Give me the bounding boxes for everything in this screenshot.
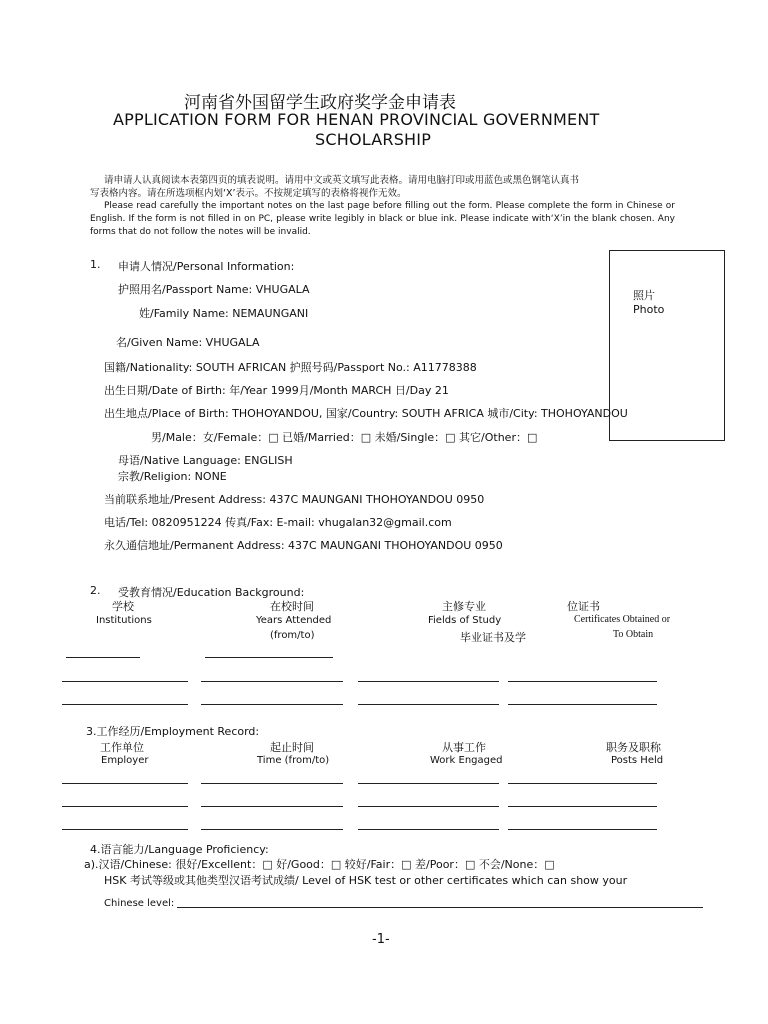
notes-chinese-line2: 写表格内容。请在所选项框内划‘X’表示。不按规定填写的表格将视作无效。	[90, 188, 407, 199]
section2-number: 2.	[90, 584, 101, 597]
emp-blank-line[interactable]	[201, 806, 343, 807]
hsk-instruction: HSK 考试等级或其他类型汉语考试成绩/ Level of HSK test or other certificates which can show your	[104, 874, 628, 887]
edu-col2-en: Years Attended	[256, 615, 332, 626]
edu-col4-en2: To Obtain	[613, 629, 654, 640]
emp-col3-en: Work Engaged	[430, 755, 503, 766]
edu-col1-en: Institutions	[96, 615, 152, 626]
section1-heading: 申请人情况/Personal Information:	[118, 260, 295, 273]
section2-heading: 受教育情况/Education Background:	[118, 586, 305, 599]
edu-col2-en2: (from/to)	[270, 630, 315, 641]
edu-blank-line[interactable]	[358, 704, 499, 705]
tel-fax-email-field[interactable]: 电话/Tel: 0820951224 传真/Fax: E-mail: vhugalan32@gmail.com	[104, 516, 452, 529]
place-of-birth-field[interactable]: 出生地点/Place of Birth: THOHOYANDOU, 国家/Country: SOUTH AFRICA 城市/City: THOHOYANDOU	[104, 407, 628, 420]
present-address-field[interactable]: 当前联系地址/Present Address: 437C MAUNGANI THOHOYANDOU 0950	[104, 493, 485, 506]
emp-blank-line[interactable]	[201, 783, 343, 784]
religion-field[interactable]: 宗教/Religion: NONE	[118, 470, 227, 483]
edu-blank-line[interactable]	[508, 681, 657, 682]
emp-blank-line[interactable]	[62, 829, 188, 830]
edu-blank-line[interactable]	[508, 704, 657, 705]
emp-col2-en: Time (from/to)	[257, 755, 330, 766]
emp-blank-line[interactable]	[508, 806, 657, 807]
edu-col1-cn: 学校	[112, 600, 134, 613]
title-english-line2: SCHOLARSHIP	[315, 130, 432, 149]
page-number: -1-	[372, 932, 390, 947]
emp-col2-cn: 起止时间	[270, 741, 314, 754]
emp-col1-en: Employer	[101, 755, 149, 766]
edu-col3-cn2: 毕业证书及学	[460, 631, 526, 644]
edu-blank-line[interactable]	[62, 681, 188, 682]
photo-label-en: Photo	[633, 303, 665, 316]
emp-col4-cn: 职务及职称	[606, 741, 661, 754]
emp-col4-en: Posts Held	[611, 755, 664, 766]
permanent-address-field[interactable]: 永久通信地址/Permanent Address: 437C MAUNGANI THOHOYANDOU 0950	[104, 539, 503, 552]
chinese-level-input-line[interactable]	[177, 907, 703, 908]
edu-col3-en: Fields of Study	[428, 615, 502, 626]
family-name-field[interactable]: 姓/Family Name: NEMAUNGANI	[139, 307, 309, 320]
emp-blank-line[interactable]	[508, 783, 657, 784]
photo-label-cn: 照片	[633, 289, 655, 302]
edu-col2-cn: 在校时间	[270, 600, 314, 613]
given-name-field[interactable]: 名/Given Name: VHUGALA	[116, 336, 260, 349]
edu-blank-line[interactable]	[201, 704, 343, 705]
sex-marital-checkboxes[interactable]: 男/Male：女/Female：□ 已婚/Married：□ 未婚/Single：□ 其它/Other：□	[151, 431, 538, 444]
section1-number: 1.	[90, 258, 101, 271]
emp-blank-line[interactable]	[62, 783, 188, 784]
edu-blank-line[interactable]	[62, 704, 188, 705]
edu-blank-line[interactable]	[201, 681, 343, 682]
notes-chinese-line1: 请申请人认真阅读本表第四页的填表说明。请用中文或英文填写此表格。请用电脑打印或用蓝色或黑色钢笔认真书	[104, 175, 580, 186]
edu-col4-en: Certificates Obtained or	[574, 614, 671, 625]
emp-blank-line[interactable]	[508, 829, 657, 830]
nationality-passport-field[interactable]: 国籍/Nationality: SOUTH AFRICAN 护照号码/Passport No.: A11778388	[104, 361, 477, 374]
native-language-field[interactable]: 母语/Native Language: ENGLISH	[118, 454, 293, 467]
emp-col1-cn: 工作单位	[100, 741, 144, 754]
section4-heading: 4.语言能力/Language Proficiency:	[90, 843, 269, 856]
notes-english: Please read carefully the important notes on the last page before filling out the form. Please complete the form in Chinese or English. If the form is not filled in on PC, please write legibly in black or blue ink. Please indicate with‘X’in the blank chosen. Any forms that do not follow the notes will be invalid.	[90, 201, 675, 237]
emp-blank-line[interactable]	[62, 806, 188, 807]
edu-blank-line[interactable]	[66, 657, 140, 658]
title-chinese: 河南省外国留学生政府奖学金申请表	[184, 93, 456, 113]
edu-col3-cn: 主修专业	[442, 600, 486, 613]
chinese-proficiency-checkboxes[interactable]: a).汉语/Chinese: 很好/Excellent：□ 好/Good：□ 较好/Fair：□ 差/Poor：□ 不会/None：□	[84, 858, 555, 871]
emp-blank-line[interactable]	[358, 806, 499, 807]
chinese-level-label: Chinese level:	[104, 898, 175, 909]
emp-blank-line[interactable]	[201, 829, 343, 830]
passport-name-field[interactable]: 护照用名/Passport Name: VHUGALA	[118, 283, 310, 296]
date-of-birth-field[interactable]: 出生日期/Date of Birth: 年/Year 1999月/Month MARCH 日/Day 21	[104, 384, 449, 397]
title-english-line1: APPLICATION FORM FOR HENAN PROVINCIAL GOVERNMENT	[113, 110, 600, 129]
emp-col3-cn: 从事工作	[442, 741, 486, 754]
emp-blank-line[interactable]	[358, 783, 499, 784]
edu-col4-cn: 位证书	[567, 600, 600, 613]
edu-blank-line[interactable]	[358, 681, 499, 682]
emp-blank-line[interactable]	[358, 829, 499, 830]
section3-heading: 3.工作经历/Employment Record:	[86, 725, 260, 738]
edu-blank-line[interactable]	[205, 657, 333, 658]
